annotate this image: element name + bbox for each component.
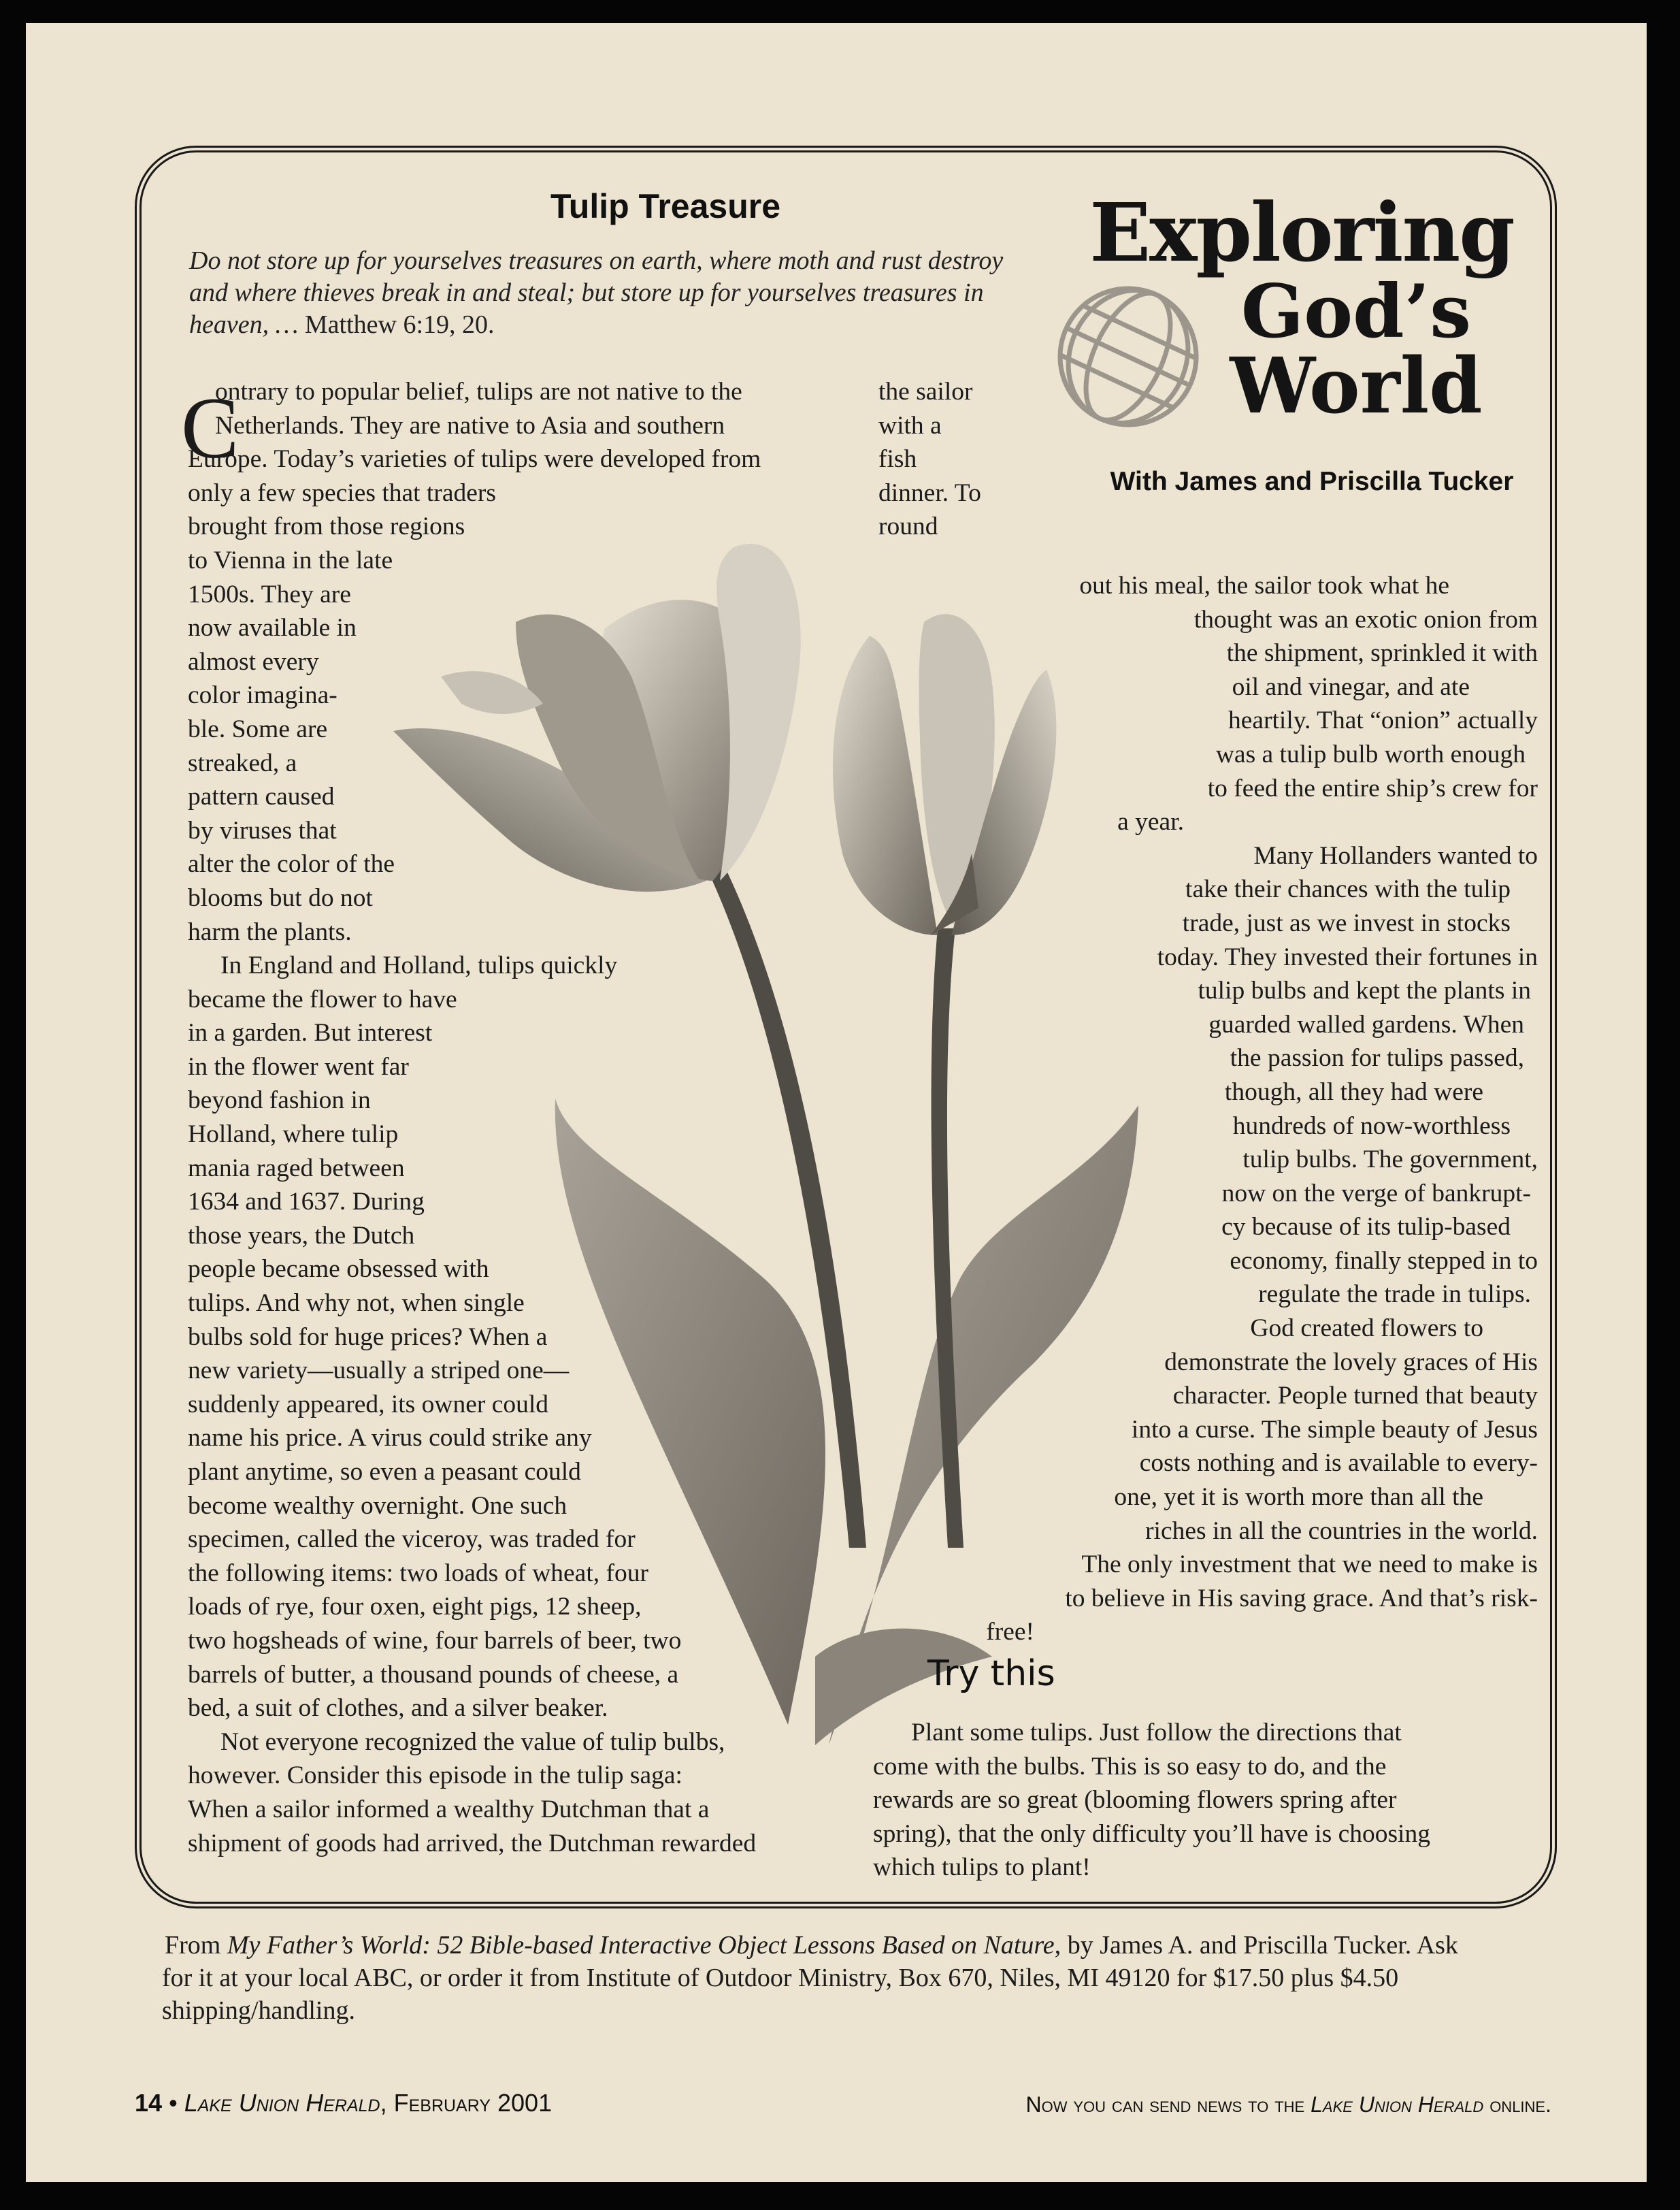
col2-line: thought was an exotic onion from (1193, 605, 1538, 634)
col2-line: a year. (1117, 808, 1184, 836)
col2-line: to believe in His saving grace. And that’s risk- (1065, 1584, 1538, 1612)
col1-line: in the flower went far (188, 1052, 409, 1081)
col1-line: bulbs sold for huge prices? When a (188, 1322, 548, 1351)
col2-top-line: with a (878, 411, 942, 440)
col2-line: cy because of its tulip-based (1221, 1213, 1511, 1241)
col1-line: ble. Some are (188, 715, 328, 743)
col1-line: by viruses that (188, 816, 337, 845)
col1-line: name his price. A virus could strike any (188, 1424, 592, 1452)
col2-line: free! (986, 1618, 1034, 1646)
col1-line: plant anytime, so even a peasant could (188, 1458, 581, 1486)
col2-line: the passion for tulips passed, (1230, 1044, 1524, 1073)
col1-line: people became obsessed with (188, 1255, 489, 1284)
try-line: spring), that the only difficulty you’ll have is choosing (873, 1819, 1430, 1848)
col2-line: into a curse. The simple beauty of Jesus (1131, 1415, 1538, 1444)
book-credit (162, 1929, 1564, 2027)
col1-line: now available in (188, 614, 357, 643)
col2-line: economy, finally stepped in to (1230, 1246, 1538, 1275)
folio-bullet: • (169, 2089, 178, 2117)
col1-line: beyond fashion in (188, 1086, 371, 1115)
col2-line: riches in all the countries in the world. (1145, 1516, 1538, 1545)
col1-line: Europe. Today’s varieties of tulips were developed from (188, 445, 761, 474)
col1-line: become wealthy overnight. One such (188, 1491, 567, 1520)
col2-line: was a tulip bulb worth enough (1215, 740, 1526, 768)
try-line: rewards are so great (blooming flowers spring after (873, 1786, 1397, 1815)
col2-line: though, all they had were (1224, 1077, 1483, 1106)
online-notice (1025, 2092, 1551, 2117)
col1-line: ontrary to popular belief, tulips are not native to the (215, 378, 742, 406)
col2-line: out his meal, the sailor took what he (1079, 572, 1449, 600)
col1-line: in a garden. But interest (188, 1019, 433, 1047)
col1-line: Netherlands. They are native to Asia and southern (215, 411, 725, 440)
col1-line: those years, the Dutch (188, 1221, 415, 1250)
col1-line: In England and Holland, tulips quickly (220, 952, 618, 980)
col2-line: demonstrate the lovely graces of His (1164, 1348, 1538, 1376)
try-this-text (873, 1716, 1553, 1885)
col2-line: heartily. That “onion” actually (1228, 706, 1538, 735)
col1-line: Not everyone recognized the value of tulip bulbs, (220, 1727, 725, 1756)
try-line: Plant some tulips. Just follow the directions that (911, 1719, 1402, 1746)
col1-line: tulips. And why not, when single (188, 1289, 525, 1318)
col2-line: one, yet it is worth more than all the (1114, 1483, 1483, 1512)
col2-top-line: dinner. To (878, 478, 981, 507)
col1-line: two hogsheads of wine, four barrels of beer, two (188, 1626, 682, 1655)
col2-top-line: round (878, 513, 938, 541)
col1-line: suddenly appeared, its owner could (188, 1390, 549, 1418)
col1-line: barrels of butter, a thousand pounds of cheese, a (188, 1660, 679, 1689)
col2-top-line: the sailor (878, 378, 973, 406)
column-2 (925, 569, 1538, 1649)
article-title: Tulip Treasure (550, 187, 781, 225)
col1-line: became the flower to have (188, 985, 457, 1013)
page-folio (135, 2089, 552, 2117)
col1-line: When a sailor informed a wealthy Dutchman that a (188, 1795, 710, 1823)
publication-name: Lake Union Herald (184, 2089, 380, 2117)
logo-line-3: World (1230, 342, 1483, 431)
column-1 (188, 375, 868, 1860)
notice-publication: Lake Union Herald (1311, 2092, 1484, 2117)
credit-line: shipping/handling. (162, 1996, 355, 2025)
col2-line: The only investment that we need to make is (1081, 1550, 1538, 1579)
col1-line: new variety—usually a striped one— (188, 1356, 570, 1385)
col1-line: however. Consider this episode in the tulip saga: (188, 1761, 682, 1790)
notice-suffix: online. (1483, 2092, 1551, 2117)
credit-prefix: From (165, 1931, 227, 1960)
magazine-page (26, 23, 1647, 2182)
col2-line: today. They invested their fortunes in (1157, 943, 1538, 971)
col2-line: God created flowers to (1250, 1314, 1483, 1343)
try-this-heading: Try this (927, 1653, 1055, 1694)
issue-date: , February 2001 (380, 2089, 553, 2117)
col1-line: the following items: two loads of wheat, four (188, 1559, 648, 1587)
col2-line: character. People turned that beauty (1172, 1382, 1538, 1410)
scripture-reference: Matthew 6:19, 20. (304, 310, 495, 339)
page-number: 14 (135, 2089, 163, 2117)
logo-line-1: Exploring (1089, 185, 1514, 280)
notice-prefix: Now you can send news to the (1025, 2092, 1311, 2117)
col2-line: trade, just as we invest in stocks (1182, 909, 1511, 937)
col1-line: loads of rye, four oxen, eight pigs, 12 sheep, (188, 1593, 642, 1621)
try-line: come with the bulbs. This is so easy to do, and the (873, 1752, 1387, 1781)
col1-line: specimen, called the viceroy, was traded for (188, 1525, 636, 1554)
try-line: which tulips to plant! (873, 1853, 1091, 1882)
col1-line: streaked, a (188, 749, 297, 777)
scripture-quote (189, 245, 1040, 341)
col1-line: shipment of goods had arrived, the Dutchman rewarded (188, 1829, 757, 1857)
col2-line: now on the verge of bankrupt- (1221, 1179, 1531, 1207)
column-2-top (878, 375, 1035, 544)
logo-byline: With James and Priscilla Tucker (1110, 467, 1514, 496)
col2-line: guarded walled gardens. When (1208, 1010, 1524, 1039)
col1-line: pattern caused (188, 783, 335, 811)
col2-line: oil and vinegar, and ate (1232, 672, 1470, 701)
logo-title (1047, 185, 1557, 431)
col2-line: to feed the entire ship’s crew for (1207, 774, 1538, 802)
drop-cap: C (181, 380, 240, 476)
col2-line: hundreds of now-worthless (1232, 1111, 1511, 1140)
col1-line: color imagina- (188, 681, 337, 710)
credit-line: for it at your local ABC, or order it from Institute of Outdoor Ministry, Box 670, Niles, MI 49120 for $17.50 plus $4.50 (162, 1964, 1399, 1992)
col2-line: tulip bulbs and kept the plants in (1198, 977, 1531, 1005)
col1-line: almost every (188, 647, 319, 676)
col2-line: tulip bulbs. The government, (1242, 1145, 1538, 1174)
col1-line: alter the color of the (188, 850, 395, 879)
col2-top-line: fish (878, 445, 917, 474)
col1-line: blooms but do not (188, 883, 373, 912)
col2-line: regulate the trade in tulips. (1258, 1280, 1531, 1309)
col2-line: Many Hollanders wanted to (1253, 841, 1538, 870)
col1-line: Holland, where tulip (188, 1120, 399, 1149)
col1-line: bed, a suit of clothes, and a silver beaker. (188, 1694, 608, 1723)
credit-book-title: My Father’s World: 52 Bible-based Interactive Object Lessons Based on Nature (227, 1931, 1055, 1960)
col1-line: 1500s. They are (188, 580, 351, 608)
col1-line: only a few species that traders (188, 478, 496, 507)
col1-line: harm the plants. (188, 917, 352, 946)
credit-authors: , by James A. and Priscilla Tucker. Ask (1054, 1931, 1458, 1960)
col1-line: brought from those regions (188, 513, 465, 541)
col2-line: costs nothing and is available to every- (1139, 1449, 1538, 1478)
col1-line: to Vienna in the late (188, 546, 393, 574)
col1-line: 1634 and 1637. During (188, 1188, 425, 1216)
col2-line: take their chances with the tulip (1185, 875, 1511, 904)
logo-line-2: God’s (1240, 269, 1472, 355)
scripture-text: Do not store up for yourselves treasures on earth, where moth and rust destroy and where thieves break in and steal; but store up for yourselves treasures in heaven, … (189, 246, 1004, 339)
col2-line: the shipment, sprinkled it with (1226, 639, 1538, 668)
col1-line: mania raged between (188, 1154, 405, 1182)
